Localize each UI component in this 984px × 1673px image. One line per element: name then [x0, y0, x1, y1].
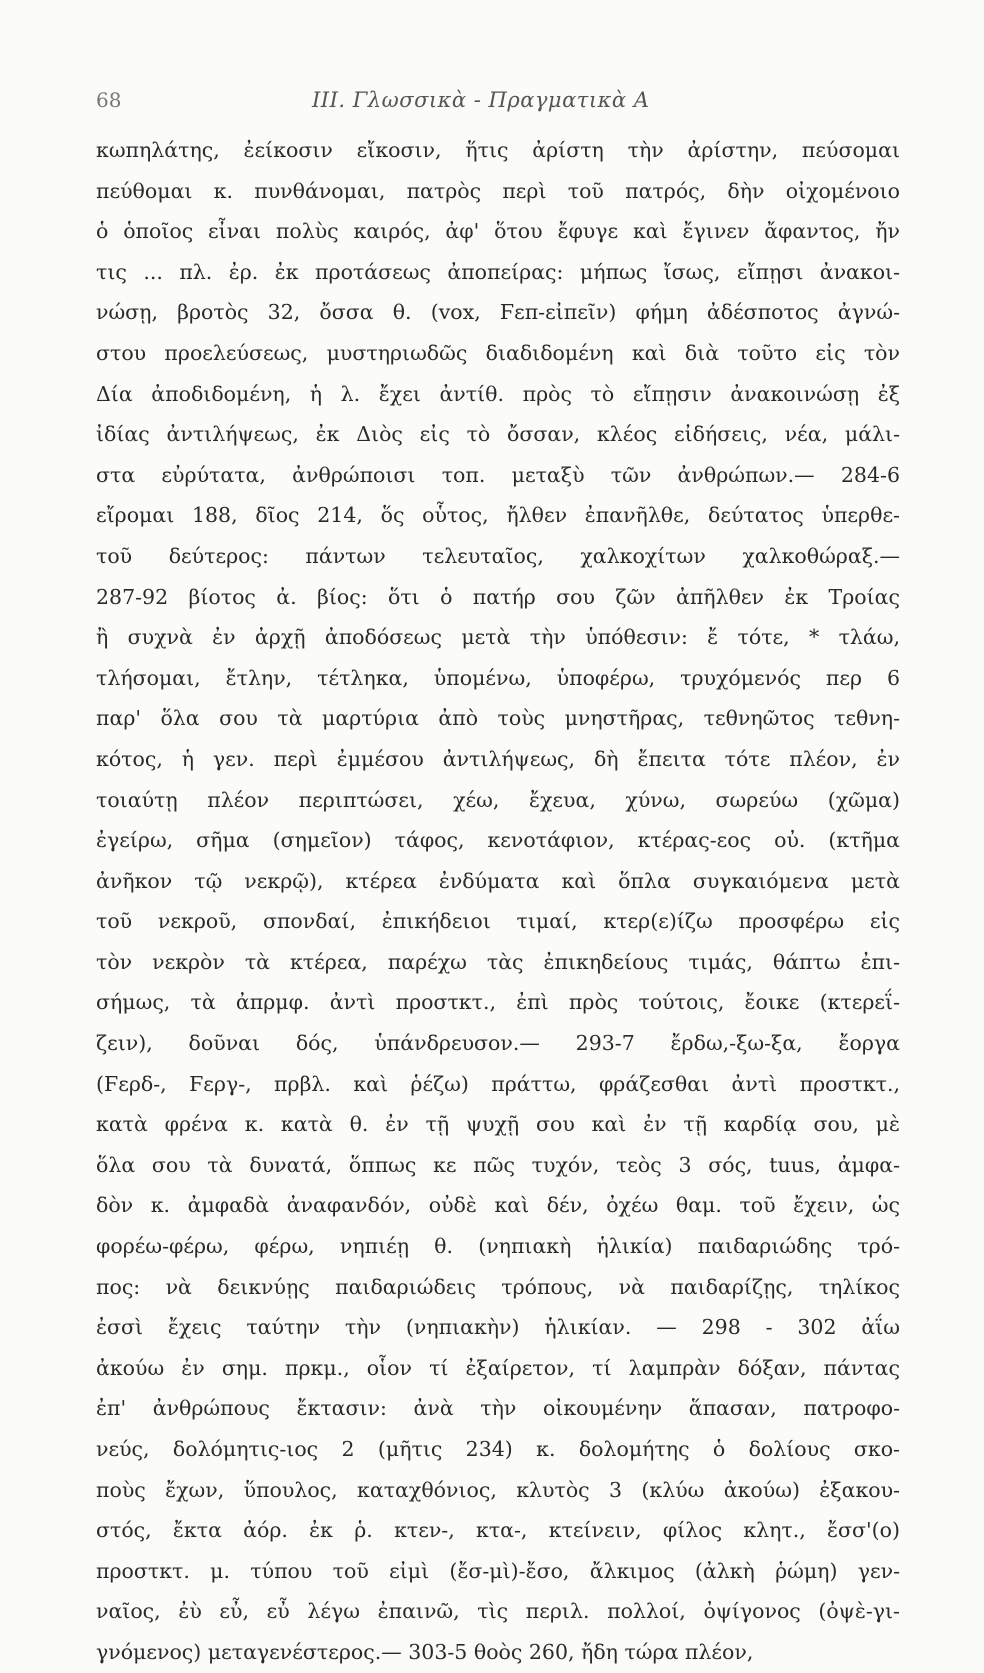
text-line: τὸν νεκρὸν τὰ κτέρεα, παρέχω τὰς ἐπικηδείους τιμάς, θάπτω ἐπι-: [96, 949, 900, 974]
text-line: πος: νὰ δεικνύῃς παιδαριώδεις τρόπους, νὰ παιδαρίζῃς, τηλίκος: [96, 1274, 900, 1299]
text-line: τοῦ δεύτερος: πάντων τελευταῖος, χαλκοχίτων χαλκοθώραξ.—: [96, 543, 900, 568]
text-line: στου προελεύσεως, μυστηριωδῶς διαδιδομένη καὶ διὰ τοῦτο εἰς τὸν: [96, 340, 900, 365]
running-title: III. Γλωσσικὰ - Πραγματικὰ Α: [312, 88, 650, 112]
text-line: τοιαύτῃ πλέον περιπτώσει, χέω, ἔχευα, χύνω, σωρεύω (χῶμα): [96, 787, 900, 812]
text-line: ἐσσὶ ἔχεις ταύτην τὴν (νηπιακὴν) ἡλικίαν. — 298 - 302 ἀΐω: [96, 1315, 900, 1340]
page-header: [96, 88, 896, 120]
text-line: ζειν), δοῦναι δός, ὑπάνδρευσον.— 293-7 ἔρδω,-ξω-ξα, ἔοργα: [96, 1031, 900, 1056]
text-line: εἴρομαι 188, δῖος 214, ὅς οὗτος, ἤλθεν ἐπανῆλθε, δεύτατος ὑπερθε-: [96, 503, 900, 528]
text-line: ἀκούω ἐν σημ. πρκμ., οἷον τί ἐξαίρετον, τί λαμπρὰν δόξαν, πάντας: [96, 1355, 900, 1380]
text-line: νεύς, δολόμητις-ιος 2 (μῆτις 234) κ. δολομήτης ὁ δολίους σκο-: [96, 1437, 900, 1461]
text-line: στός, ἔκτα ἀόρ. ἐκ ῥ. κτεν-, κτα-, κτείνειν, φίλος κλητ., ἔσσ'(ο): [96, 1518, 900, 1543]
text-line: ναῖος, ἐὺ εὖ, εὖ λέγω ἐπαινῶ, τὶς περιλ. πολλοί, ὀψίγονος (ὀψὲ-γι-: [96, 1599, 900, 1624]
text-line: τις ... πλ. ἐρ. ἐκ προτάσεως ἀποπείρας: μήπως ἴσως, εἴπῃσι ἀνακοι-: [96, 259, 900, 284]
text-line: 287-92 βίοτος ἀ. βίος: ὅτι ὁ πατήρ σου ζῶν ἀπῆλθεν ἐκ Τροίας: [96, 584, 900, 609]
text-line: κωπηλάτης, ἐείκοσιν εἴκοσιν, ἥτις ἀρίστη τὴν ἀρίστην, πεύσομαι: [96, 138, 900, 162]
text-line: κατὰ φρένα κ. κατὰ θ. ἐν τῇ ψυχῇ σου καὶ ἐν τῇ καρδίᾳ σου, μὲ: [96, 1112, 900, 1137]
text-line: παρ' ὅλα σου τὰ μαρτύρια ἀπὸ τοὺς μνηστῆρας, τεθνηῶτος τεθνη-: [96, 706, 900, 731]
text-line: στα εὐρύτατα, ἀνθρώποισι τοπ. μεταξὺ τῶν ἀνθρώπων.— 284-6: [96, 462, 900, 487]
text-line: γνόμενος) μεταγενέστερος.— 303-5 θοὸς 260, ἤδη τώρα πλέον,: [96, 1639, 754, 1664]
text-line: φορέω-φέρω, φέρω, νηπιέῃ θ. (νηπιακὴ ἡλικία) παιδαριώδης τρό-: [96, 1234, 900, 1259]
text-line: Δία ἀποδιδομένη, ἡ λ. ἔχει ἀντίθ. πρὸς τὸ εἴπῃσιν ἀνακοινώσῃ ἐξ: [96, 381, 900, 406]
text-line: (Ϝερδ-, Ϝεργ-, πρβλ. καὶ ῥέζω) πράττω, φράζεσθαι ἀντὶ προστκτ.,: [96, 1071, 900, 1096]
text-line: ποὺς ἔχων, ὕπουλος, καταχθόνιος, κλυτὸς 3 (κλύω ἀκούω) ἐξακου-: [96, 1477, 900, 1502]
text-line: τλήσομαι, ἔτλην, τέτληκα, ὑπομένω, ὑποφέρω, τρυχόμενός περ 6: [96, 665, 900, 690]
text-line: ἀνῆκον τῷ νεκρῷ), κτέρεα ἐνδύματα καὶ ὅπλα συγκαιόμενα μετὰ: [96, 868, 900, 893]
page-number: 68: [96, 88, 122, 112]
text-line: κότος, ἡ γεν. περὶ ἐμμέσου ἀντιλήψεως, δὴ ἔπειτα τότε πλέον, ἐν: [96, 746, 900, 771]
text-line: ἐγείρω, σῆμα (σημεῖον) τάφος, κενοτάφιον, κτέρας-εος οὐ. (κτῆμα: [96, 828, 900, 853]
text-line: τοῦ νεκροῦ, σπονδαί, ἐπικήδειοι τιμαί, κτερ(ε)ίζω προσφέρω εἰς: [96, 909, 900, 934]
text-line: προστκτ. μ. τύπου τοῦ εἰμὶ (ἔσ-μὶ)-ἔσο, ἄλκιμος (ἀλκὴ ῥώμη) γεν-: [96, 1558, 900, 1583]
text-line: ὅλα σου τὰ δυνατά, ὅππως κε πῶς τυχόν, τεὸς 3 σός, tuus, ἀμφα-: [96, 1152, 900, 1177]
text-line: σήμως, τὰ ἀπρμφ. ἀντὶ προστκτ., ἐπὶ πρὸς τούτοις, ἔοικε (κτερεΐ-: [96, 990, 900, 1015]
text-line: πεύθομαι κ. πυνθάνομαι, πατρὸς περὶ τοῦ πατρός, δὴν οἰχομένοιο: [96, 178, 900, 203]
text-line: ὁ ὁποῖος εἶναι πολὺς καιρός, ἀφ' ὅτου ἔφυγε καὶ ἔγινεν ἄφαντος, ἤν: [96, 219, 900, 244]
text-line: ἰδίας ἀντιλήψεως, ἐκ Διὸς εἰς τὸ ὄσσαν, κλέος εἰδήσεις, νέα, μάλι-: [96, 422, 900, 447]
text-line: ἐπ' ἀνθρώπους ἔκτασιν: ἀνὰ τὴν οἰκουμένην ἅπασαν, πατροφο-: [96, 1396, 900, 1421]
text-line: δὸν κ. ἀμφαδὰ ἀναφανδόν, οὐδὲ καὶ δέν, ὀχέω θαμ. τοῦ ἔχειν, ὡς: [96, 1193, 900, 1218]
commentary-text: [96, 130, 900, 1673]
text-line: νώσῃ, βροτὸς 32, ὄσσα θ. (vox, Ϝεπ-εἰπεῖν) φήμη ἀδέσποτος ἀγνώ-: [96, 300, 900, 325]
text-line: ἢ συχνὰ ἐν ἀρχῇ ἀποδόσεως μετὰ τὴν ὑπόθεσιν: ἔ τότε, * τλάω,: [96, 625, 900, 650]
